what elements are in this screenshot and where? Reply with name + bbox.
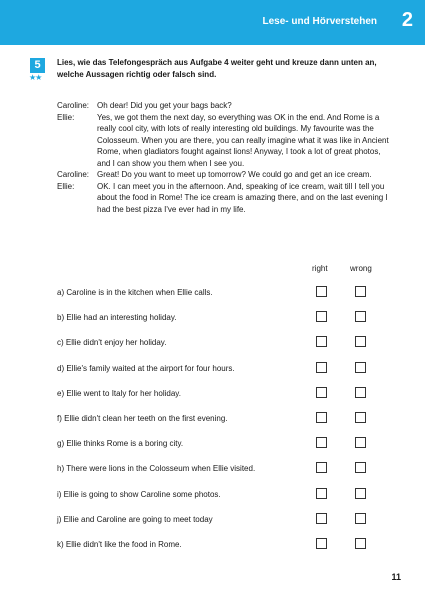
statement-text: k) Ellie didn't like the food in Rome. [57,540,182,549]
column-header-wrong: wrong [350,264,372,273]
checkbox-right[interactable] [316,538,327,549]
statement-text: b) Ellie had an interesting holiday. [57,313,177,323]
checkbox-wrong[interactable] [355,387,366,398]
column-header-right: right [312,264,328,273]
checkbox-wrong[interactable] [355,412,366,423]
speaker-name: Ellie: [57,181,75,191]
checkbox-wrong[interactable] [355,513,366,524]
checkbox-right[interactable] [316,462,327,473]
checkbox-wrong[interactable] [355,437,366,448]
statement-text: e) Ellie went to Italy for her holiday. [57,388,181,398]
speaker-name: Ellie: [57,112,75,122]
statement-text: c) Ellie didn't enjoy her holiday. [57,338,167,348]
checkbox-wrong[interactable] [355,286,366,297]
checkbox-right[interactable] [316,412,327,423]
checkbox-wrong[interactable] [355,311,366,322]
statement-text: f) Ellie didn't clean her teeth on the first evening. [57,414,228,423]
checkbox-right[interactable] [316,513,327,524]
checkbox-wrong[interactable] [355,362,366,373]
statement-text: a) Caroline is in the kitchen when Ellie calls. [57,288,213,297]
statement-text: d) Ellie's family waited at the airport for four hours. [57,363,235,373]
page-number: 11 [391,572,401,582]
exercise-number-badge: 5 [30,58,45,73]
speech-text: Oh dear! Did you get your bags back? [97,101,232,110]
speech-text: OK. I can meet you in the afternoon. And, speaking of ice cream, wait till I tell you about the food in Rome! The ice cream is amazing there, and on the last evening I had the best pizza I've ever had in my life. [97,181,388,214]
checkbox-right[interactable] [316,437,327,448]
section-title: Lese- und Hörverstehen [262,16,377,27]
statement-text: j) Ellie and Caroline are going to meet today [57,514,213,524]
dialogue [57,100,392,215]
speech-text: Yes, we got them the next day, so everything was OK in the end. And Rome is a really cool city, with lots of really interesting old buildings. My favourite was the Colosseum. When you are there, you can really imagine what it was like in Ancient Rome, when gladiators fought against lions! Anyway, I took a lot of great photos, and I can show you them when I see you. [97,112,389,168]
checkbox-right[interactable] [316,336,327,347]
dialogue-line [57,181,392,216]
checkbox-right[interactable] [316,286,327,297]
speech-text: Great! Do you want to meet up tomorrow? We could go and get an ice cream. [97,170,372,179]
checkbox-wrong[interactable] [355,538,366,549]
statement-text: i) Ellie is going to show Caroline some photos. [57,489,221,499]
speaker-name: Caroline: [57,101,90,110]
dialogue-line [57,169,392,181]
difficulty-stars-icon: ★★ [29,73,42,82]
checkbox-right[interactable] [316,387,327,398]
checkbox-right[interactable] [316,311,327,322]
checkbox-wrong[interactable] [355,336,366,347]
checkbox-right[interactable] [316,488,327,499]
speaker-name: Caroline: [57,170,90,179]
checkbox-right[interactable] [316,362,327,373]
page-header [0,0,425,45]
checkbox-wrong[interactable] [355,462,366,473]
checkbox-wrong[interactable] [355,488,366,499]
dialogue-line [57,100,392,112]
statement-text: h) There were lions in the Colosseum when Ellie visited. [57,464,256,474]
statement-text: g) Ellie thinks Rome is a boring city. [57,439,184,449]
unit-number: 2 [401,9,413,31]
dialogue-line [57,112,392,170]
exercise-instructions: Lies, wie das Telefongespräch aus Aufgabe 4 weiter geht und kreuze dann unten an, welche Aussagen richtig oder falsch sind. [57,58,377,79]
